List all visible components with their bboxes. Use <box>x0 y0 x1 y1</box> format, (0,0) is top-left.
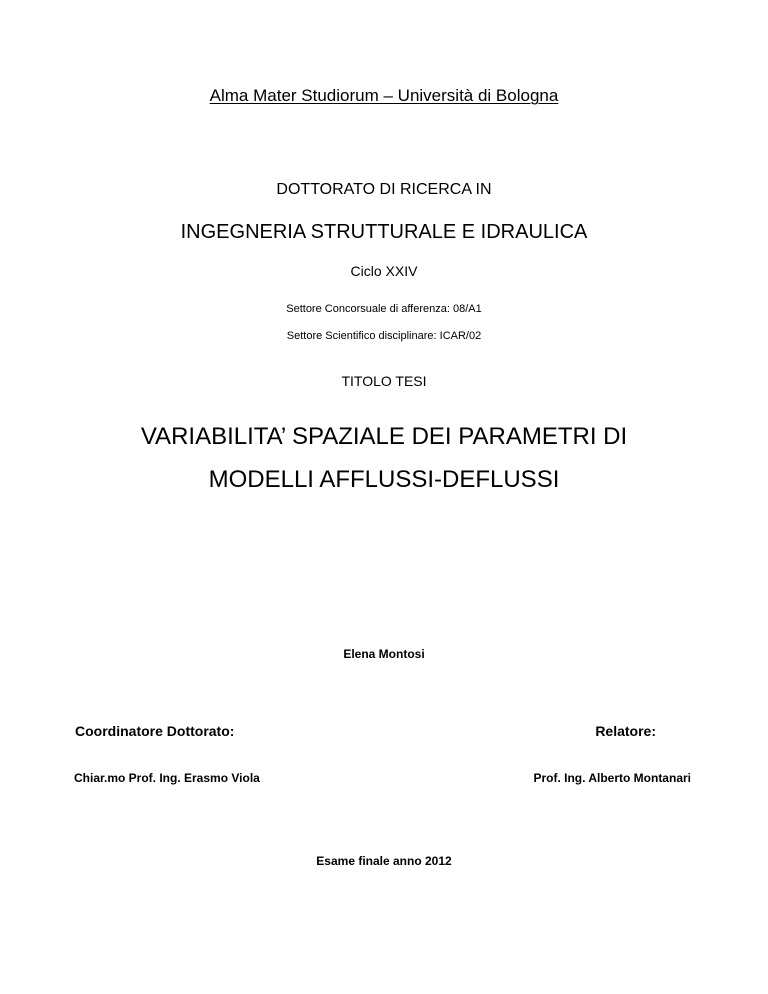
university-name: Alma Mater Studiorum – Università di Bologna <box>209 86 559 105</box>
supervisor-name: Prof. Ing. Alberto Montanari <box>533 771 691 785</box>
doctorate-intro: DOTTORATO DI RICERCA IN <box>276 181 492 198</box>
sector-concorsuale: Settore Concorsuale di afferenza: 08/A1 <box>286 303 482 315</box>
sector-scientifico: Settore Scientifico disciplinare: ICAR/02 <box>286 330 482 342</box>
thesis-title-line-1: VARIABILITA’ SPAZIALE DEI PARAMETRI DI <box>140 423 628 450</box>
supervisor-label: Relatore: <box>595 723 656 739</box>
coordinator-label: Coordinatore Dottorato: <box>75 723 235 739</box>
coordinator-name: Chiar.mo Prof. Ing. Erasmo Viola <box>74 771 260 785</box>
doctorate-cycle: Ciclo XXIV <box>350 263 418 279</box>
doctorate-program: INGEGNERIA STRUTTURALE E IDRAULICA <box>180 221 588 243</box>
thesis-label: TITOLO TESI <box>341 373 427 389</box>
final-exam-year: Esame finale anno 2012 <box>316 854 452 868</box>
thesis-title-line-2: MODELLI AFFLUSSI-DEFLUSSI <box>208 466 560 493</box>
author-name: Elena Montosi <box>343 647 425 661</box>
